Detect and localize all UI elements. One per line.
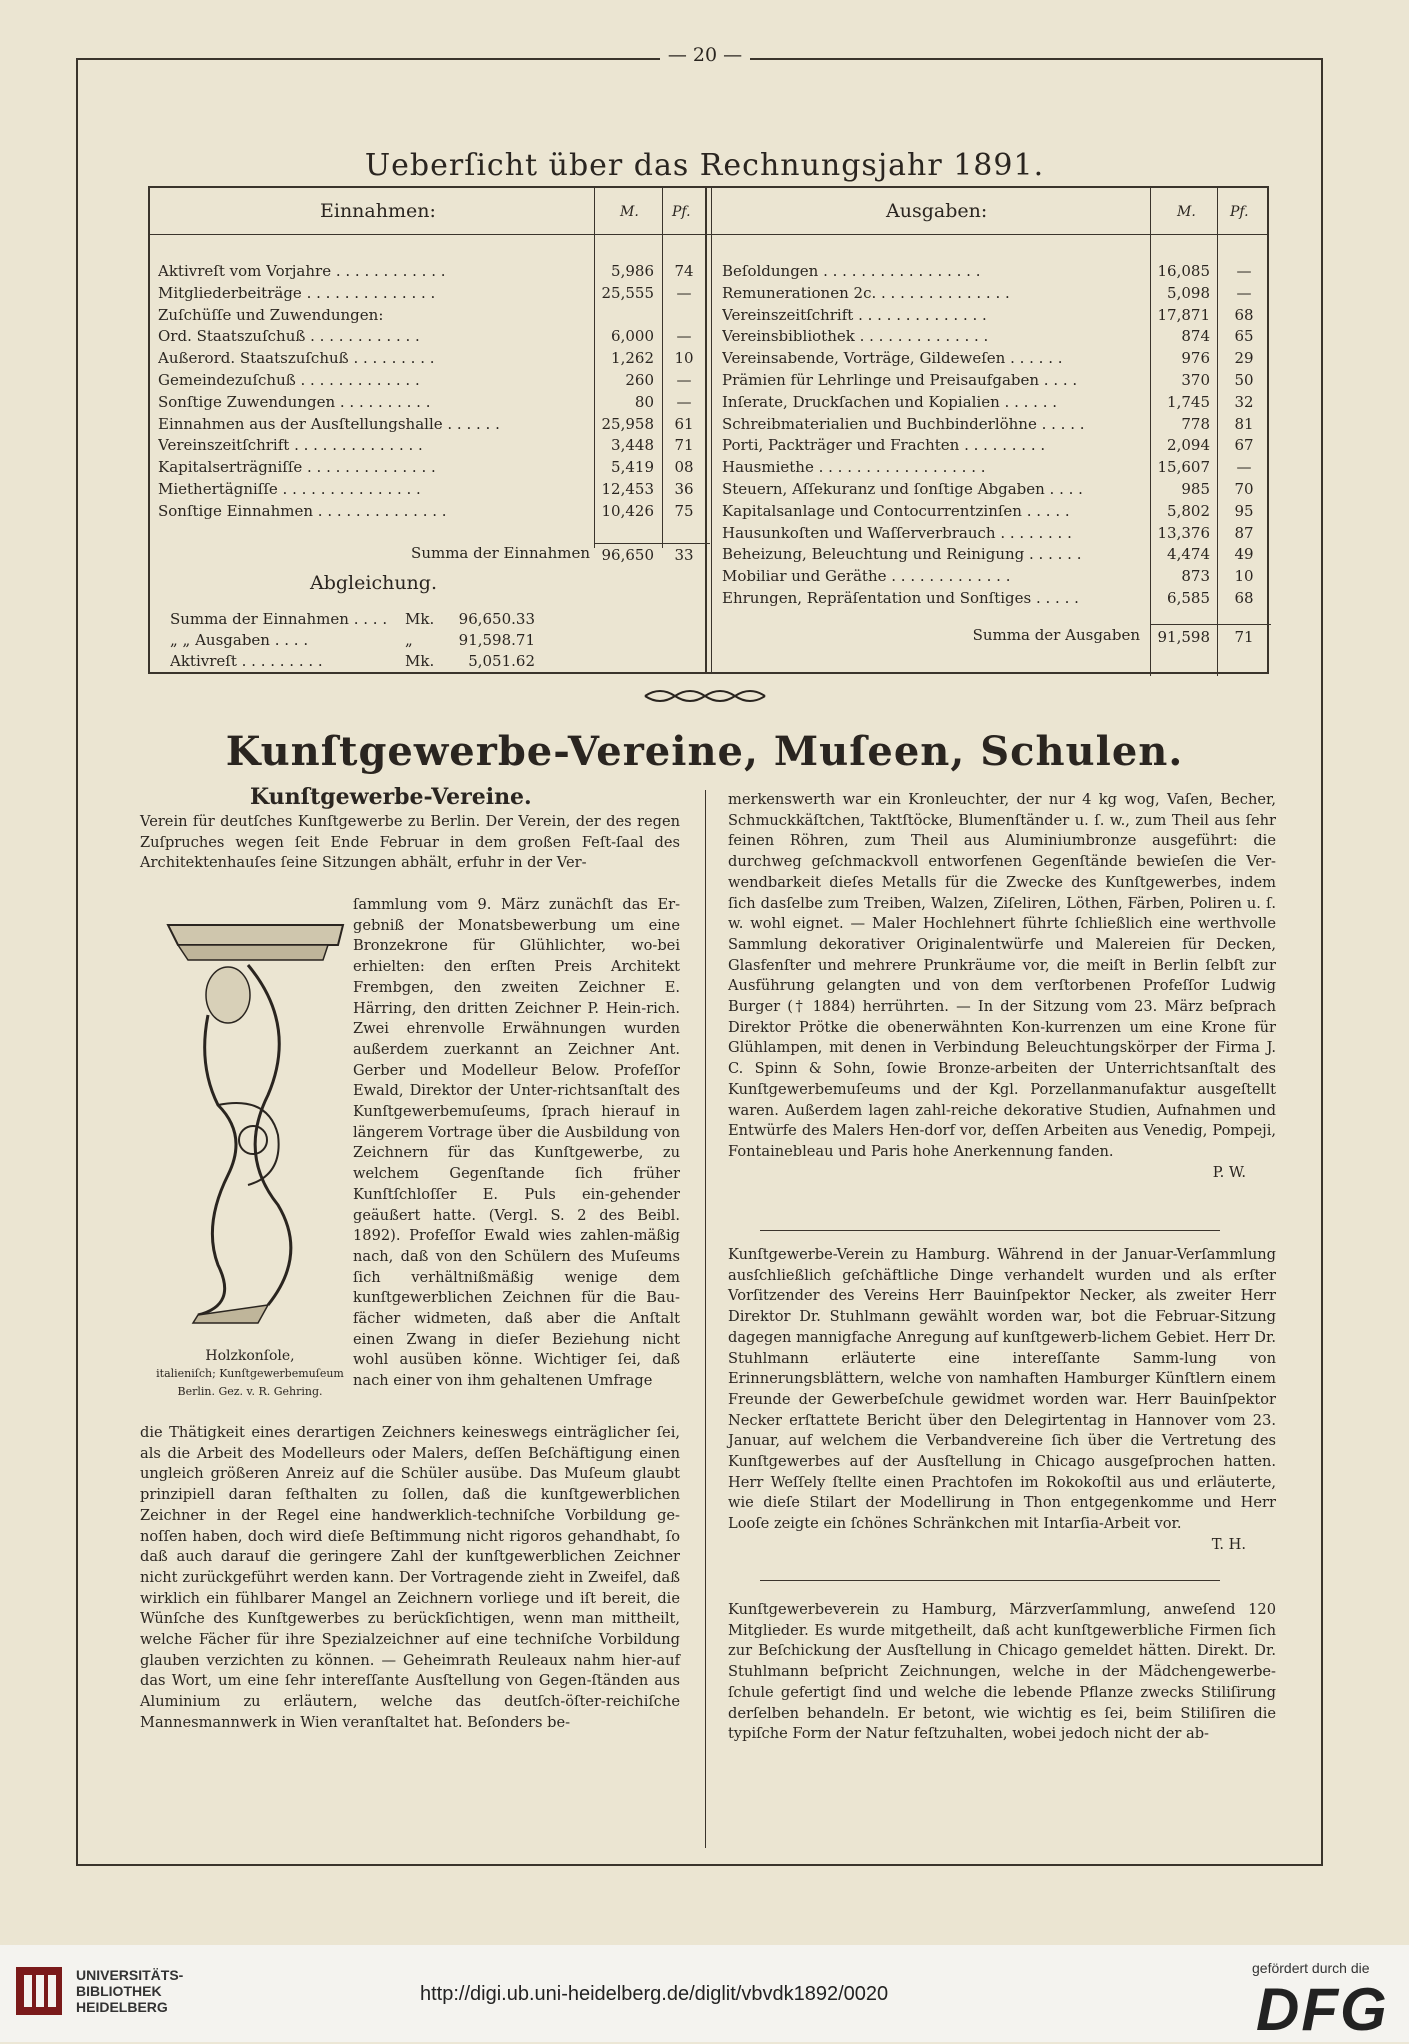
- abgleichung-currency: Mk.: [405, 652, 435, 670]
- expenses-pf: 87: [1234, 523, 1254, 542]
- expenses-label: Hausmiethe . . . . . . . . . . . . . . . . . .: [722, 458, 986, 477]
- expenses-label: Inſerate, Druckſachen und Kopialien . . . . . .: [722, 392, 1057, 411]
- abgleichung-currency: „: [405, 631, 413, 649]
- expenses-mark: 5,098: [1167, 283, 1210, 302]
- expense-sum-label: Summa der Ausgaben: [972, 626, 1140, 644]
- expenses-pf: 65: [1234, 327, 1254, 346]
- income-label: Zuſchüſſe und Zuwendungen:: [158, 305, 384, 324]
- right-text-1: merkenswerth war ein Kronleuchter, der nur 4 kg wog, Vaſen, Becher, Schmuckkäſtchen, Taktſtöcke, Blumenſtänder u. ſ. w., zum Theil aus ſehr feinen Röhren, zum Theil aus Aluminiumbronze ausgeführt: die durchweg geſchmackvoll entworfenen Gegenſtände bewieſen die Ver-wendbarkeit dieſes Metalls für die Zwecke des Kunſtgewerbes, indem ſich dasſelbe zum Treiben, Walzen, Ziſeliren, Löthen, Färben, Poliren u. ſ. w. wohl eignet. — Maler Hochlehnert führte ſchließlich eine werthvolle Sammlung dekorativer Originalentwürfe und Malereien für Decken, Glasfenſter und mehrere Prunkräume vor, die meiſt in Berlin ſelbſt zur Ausführung gelangten und von dem verſtorbenen Profeſſor Ludwig Burger († 1884) herrührten. — In der Sitzung vom 23. März beſprach Direktor Prötke die obenerwähnten Kon-kurrenzen um eine Krone für Glühlampen, mit denen in Verbindung Beleuchtungskörper der Firma J. C. Spinn & Sohn, ſowie Bronze-arbeiten der Unterrichtsanſtalt des Kunſtgewerbemuſeums und der Kgl. Porzellanmanufaktur ausgeſtellt waren. Außerdem lagen zahl-reiche dekorative Studien, Aufnahmen und Entwürfe des Malers Hen-dorf vor, deſſen Arbeiten aus Venedig, Pompeji, Fontainebleau und Paris hohe Anerkennung fanden. P. W.: [728, 791, 1276, 1181]
- expense-pf-header: Pf.: [1230, 204, 1249, 220]
- expenses-label: Hausunkoſten und Waſſerverbrauch . . . . . . . .: [722, 523, 1072, 542]
- footer-bar: [0, 1945, 1409, 2042]
- wood-console-illustration: [158, 905, 348, 1325]
- expenses-pf: 29: [1234, 349, 1254, 368]
- expenses-label: Vereinsabende, Vorträge, Gildeweſen . . . . . .: [722, 349, 1063, 368]
- dfg-logo: DFG: [1256, 1976, 1389, 2043]
- expenses-label: Remunerationen 2c. . . . . . . . . . . . . . .: [722, 283, 1010, 302]
- right-text-2: Kunſtgewerbe-Verein zu Hamburg. Während in der Januar-Verſammlung ausſchließlich geſchäftliche Dinge verhandelt wurden und als erſter Vorſitzender des Vereins Herr Bauinſpektor Necker, als zweiter Herr Direktor Dr. Stuhlmann gewählt worden war, bot die Februar-Sitzung dagegen mannigfache Anregung auf kunſtgewerb-lichem Gebiet. Herr Dr. Stuhlmann erläuterte eine intereſſante Samm-lung von Erinnerungsblättern, welche von namhaften Hamburger Künſtlern einem Freunde der Gewerbeſchule gewidmet worden war. Herr Bauinſpektor Necker erſtattete Bericht über den Delegirtentag in Hannover vom 23. Januar, auf welchem die Verbandvereine ſich über die Vertretung des Kunſtgewerbes auf der Ausſtellung in Chicago ausgeſprochen hatten. Herr Weſſely ſtellte einen Prachtofen im Rokokoſtil aus und erläuterte, wie dieſe Stilart der Modellirung in Thon entgegenkomme und Herr Looſe zeigte ein ſchönes Schränkchen mit Intarſia-Arbeit vor. T. H.: [728, 1246, 1276, 1553]
- income-sum-label: Summa der Einnahmen: [411, 544, 590, 562]
- abgleichung-value: 96,650.33: [458, 610, 535, 628]
- expenses-label: Porti, Packträger und Frachten . . . . . . . . .: [722, 436, 1046, 455]
- income-label: Mitgliederbeiträge . . . . . . . . . . . . . .: [158, 283, 436, 302]
- right-text-3: Kunſtgewerbeverein zu Hamburg, Märzverſammlung, anweſend 120 Mitglieder. Es wurde mitgetheilt, daß acht kunſtgewerbliche Firmen ſich zur Beſchickung der Ausſtellung in Chicago gemeldet hätten. Direkt. Dr. Stuhlmann beſpricht Zeichnungen, welche in der Mädchengewerbe-ſchule gefertigt ſind und welche die lebende Pflanze zwecks Stiliſirung derſelben behandeln. Er betont, wie wichtig es ſei, beim Stiliſiren die typiſche Form der Natur feſtzuhalten, wobei jedoch nicht der ab-: [728, 1601, 1276, 1743]
- income-label: Einnahmen aus der Ausſtellungshalle . . . . . .: [158, 414, 500, 433]
- income-label: Sonſtige Zuwendungen . . . . . . . . . .: [158, 392, 431, 411]
- expenses-mark: 13,376: [1157, 523, 1210, 542]
- expenses-mark: 6,585: [1167, 589, 1210, 607]
- income-pf: —: [676, 392, 692, 411]
- income-label: Kapitalserträgniſſe . . . . . . . . . . . . . .: [158, 458, 436, 477]
- university-logo-icon: [14, 1965, 64, 2017]
- expenses-label: Vereinsbibliothek . . . . . . . . . . . . . .: [722, 327, 989, 346]
- expense-mark-header: M.: [1177, 204, 1196, 220]
- income-mark: 260: [625, 371, 654, 389]
- expenses-label: Mobiliar und Geräthe . . . . . . . . . . . . .: [722, 567, 1011, 586]
- income-mark: 12,453: [601, 480, 654, 498]
- expenses-mark: 778: [1181, 414, 1210, 433]
- income-label: Gemeindezuſchuß . . . . . . . . . . . . .: [158, 371, 420, 389]
- expenses-label: Vereinszeitſchrift . . . . . . . . . . . . . .: [722, 305, 987, 324]
- column-rule: [705, 790, 706, 1848]
- income-mark: 25,555: [601, 283, 654, 302]
- expenses-mark: 17,871: [1157, 305, 1210, 324]
- left-text-top: Verein für deutſches Kunſtgewerbe zu Berlin. Der Verein, der des regen Zuſpruches wegen ſeit Ende Februar in dem großen Feſt-ſaal des Architektenhauſes ſeine Sitzungen abhält, erfuhr in der Ver-: [140, 813, 680, 872]
- expenses-pf: 95: [1234, 501, 1254, 520]
- income-pf: 61: [674, 414, 694, 433]
- expenses-mark: 873: [1181, 567, 1210, 586]
- income-pf-header: Pf.: [672, 204, 691, 220]
- expenses-pf: —: [1236, 458, 1252, 477]
- expense-sum-pf: 71: [1234, 628, 1254, 646]
- income-pf: 71: [674, 436, 694, 455]
- expenses-pf: 49: [1234, 545, 1254, 564]
- left-text-bottom: die Thätigkeit eines derartigen Zeichners keineswegs einträglicher ſei, als die Arbeit des Modelleurs oder Malers, deſſen Beſchäftigung einen ungleich größeren Anreiz auf die Schüler ausübe. Das Muſeum glaubt prinzipiell daran feſthalten zu ſollen, daß die kunſtgewerblichen Zeichner in der Regel eine handwerklich-techniſche Vorbildung ge-noſſen haben, doch wird dieſe Beſtimmung nicht rigoros gehandhabt, ſo daß auch darauf die geringere Zahl der kunſtgewerblichen Zeichner nicht zurückgeführt werden kann. Der Vortragende zieht in Zweifel, daß wirklich ein fühlbarer Mangel an Zeichnern vorliege und iſt bereit, die Wünſche des Kunſtgewerbes zu berückſichtigen, wenn man mittheilt, welche Fächer für ihre Spezialzeichner auf eine techniſche Vorbildung glauben verzichten zu können. — Geheimrath Reuleaux nahm hier-auf das Wort, um eine ſehr intereſſante Ausſtellung von Gegen-ſtänden aus Aluminium zu erläutern, welche das deutſch-öſter-reichiſche Mannesmannwerk in Wien veranſtaltet hat. Beſonders be-: [140, 1424, 680, 1731]
- expenses-label: Steuern, Aſſekuranz und ſonſtige Abgaben . . . .: [722, 480, 1083, 498]
- expenses-pf: 81: [1234, 414, 1254, 433]
- abgleichung-value: 91,598.71: [458, 631, 535, 649]
- expenses-mark: 4,474: [1167, 545, 1210, 564]
- income-pf: 08: [674, 458, 694, 477]
- income-header: Einnahmen:: [320, 200, 436, 222]
- income-label: Aktivreſt vom Vorjahre . . . . . . . . . . . .: [158, 262, 446, 280]
- overview-title: Ueberſicht über das Rechnungsjahr 1891.: [364, 148, 1045, 183]
- income-mark: 1,262: [611, 349, 654, 368]
- ornament-divider: [640, 686, 770, 706]
- section-title: Kunſtgewerbe-Vereine, Muſeen, Schulen.: [225, 728, 1184, 775]
- abgleichung-currency: Mk.: [405, 610, 435, 628]
- income-label: Ord. Staatszuſchuß . . . . . . . . . . . .: [158, 327, 420, 346]
- expenses-label: Beheizung, Beleuchtung und Reinigung . . . . . .: [722, 545, 1082, 564]
- income-pf: —: [676, 283, 692, 302]
- expenses-pf: —: [1236, 262, 1252, 280]
- funded-by-label: gefördert durch die: [1252, 1960, 1370, 1976]
- expenses-mark: 16,085: [1157, 262, 1210, 280]
- expenses-label: Schreibmaterialien und Buchbinderlöhne . . . . .: [722, 414, 1085, 433]
- income-mark: 5,419: [611, 458, 654, 477]
- income-label: Sonſtige Einnahmen . . . . . . . . . . . . . .: [158, 501, 447, 520]
- abgleichung-label: Summa der Einnahmen . . . .: [170, 610, 388, 628]
- income-mark: 10,426: [601, 501, 654, 520]
- income-pf: 10: [674, 349, 694, 368]
- abgleichung-label: „ „ Ausgaben . . . .: [170, 631, 309, 649]
- expenses-mark: 985: [1181, 480, 1210, 498]
- income-sum-m: 96,650: [601, 546, 654, 564]
- income-pf: 36: [674, 480, 694, 498]
- income-pf: —: [676, 327, 692, 346]
- expenses-mark: 874: [1181, 327, 1210, 346]
- income-sum-pf: 33: [674, 546, 694, 564]
- expenses-label: Ehrungen, Repräſentation und Sonſtiges . . . . .: [722, 589, 1079, 607]
- expenses-mark: 370: [1181, 371, 1210, 389]
- expenses-label: Beſoldungen . . . . . . . . . . . . . . . . .: [722, 262, 981, 280]
- income-mark: 80: [634, 392, 654, 411]
- abgleichung-label: Aktivreſt . . . . . . . . .: [170, 652, 323, 670]
- expenses-pf: 50: [1234, 371, 1254, 389]
- income-pf: —: [676, 371, 692, 389]
- subsection-title: Kunſtgewerbe-Vereine.: [250, 784, 532, 810]
- income-mark: 3,448: [611, 436, 654, 455]
- page-number: — 20 —: [660, 44, 750, 66]
- divider-2: [760, 1580, 1220, 1581]
- divider-1: [760, 1230, 1220, 1231]
- income-label: Miethertägniſſe . . . . . . . . . . . . . . .: [158, 480, 421, 498]
- income-pf: 75: [674, 501, 694, 520]
- expenses-pf: 10: [1234, 567, 1254, 586]
- figure-caption: Holzkonſole, italieniſch; Kunſtgewerbemuſeum Berlin. Gez. v. R. Gehring.: [156, 1348, 344, 1398]
- income-mark-header: M.: [620, 204, 639, 220]
- expenses-mark: 976: [1181, 349, 1210, 368]
- expenses-mark: 2,094: [1167, 436, 1210, 455]
- expenses-pf: —: [1236, 283, 1252, 302]
- expenses-pf: 70: [1234, 480, 1254, 498]
- abgleichung-title: Abgleichung.: [310, 572, 437, 594]
- expenses-mark: 5,802: [1167, 501, 1210, 520]
- income-mark: [598, 304, 654, 326]
- expenses-mark: 1,745: [1167, 392, 1210, 411]
- source-url-link[interactable]: http://digi.ub.uni-heidelberg.de/diglit/vbvdk1892/0020: [420, 1983, 889, 2005]
- library-name: UNIVERSITÄTS- BIBLIOTHEK HEIDELBERG: [76, 1967, 184, 2015]
- expense-sum-m: 91,598: [1157, 628, 1210, 646]
- expenses-pf: 68: [1234, 589, 1254, 607]
- income-label: Außerord. Staatszuſchuß . . . . . . . . .: [158, 349, 435, 368]
- expenses-pf: 67: [1234, 436, 1254, 455]
- income-label: Vereinszeitſchrift . . . . . . . . . . . . . .: [158, 436, 423, 455]
- income-mark: 25,958: [601, 414, 654, 433]
- expenses-label: Kapitalsanlage und Contocurrentzinſen . . . . .: [722, 501, 1070, 520]
- expenses-mark: 15,607: [1157, 458, 1210, 477]
- left-text-beside: ſammlung vom 9. März zunächſt das Er-gebniß der Monatsbewerbung um eine Bronzekrone für Glühlichter, wo-bei erhielten: den erſten Preis Architekt Frembgen, den zweiten Zeichner E. Härring, den dritten Zeichner P. Hein-rich. Zwei ehrenvolle Erwähnungen wurden außerdem zuerkannt an Zeichner Ant. Gerber und Modelleur Below. Profeſſor Ewald, Direktor der Unter-richtsanſtalt des Kunſtgewerbemuſeums, ſprach hierauf in längerem Vortrage über die Ausbildung von Zeichnern für das Kunſtgewerbe, zu welchem Gegenſtande ſich früher Kunſtſchloſſer E. Puls ein-gehender geäußert hatte. (Vergl. S. 2 des Beibl. 1892). Profeſſor Ewald wies zahlen-mäßig nach, daß von den Schülern des Muſeums ſich verhältnißmäßig wenige dem kunſtgewerblichen Zeichnen für die Bau-fächer widmeten, daß aber die Anſtalt einen Zwang in dieſer Beziehung nicht wohl ausüben könne. Wichtiger ſei, daß nach einer von ihm gehaltenen Umfrage: [353, 896, 680, 1390]
- expenses-label: Prämien für Lehrlinge und Preisaufgaben . . . .: [722, 371, 1078, 389]
- expense-header: Ausgaben:: [886, 200, 988, 222]
- income-pf: 74: [674, 262, 694, 280]
- income-mark: 5,986: [611, 262, 654, 280]
- accounts-table: [148, 186, 1269, 674]
- expenses-pf: 68: [1234, 305, 1254, 324]
- expenses-pf: 32: [1234, 392, 1254, 411]
- income-mark: 6,000: [611, 327, 654, 346]
- abgleichung-value: 5,051.62: [468, 652, 535, 670]
- income-pf: [666, 304, 702, 326]
